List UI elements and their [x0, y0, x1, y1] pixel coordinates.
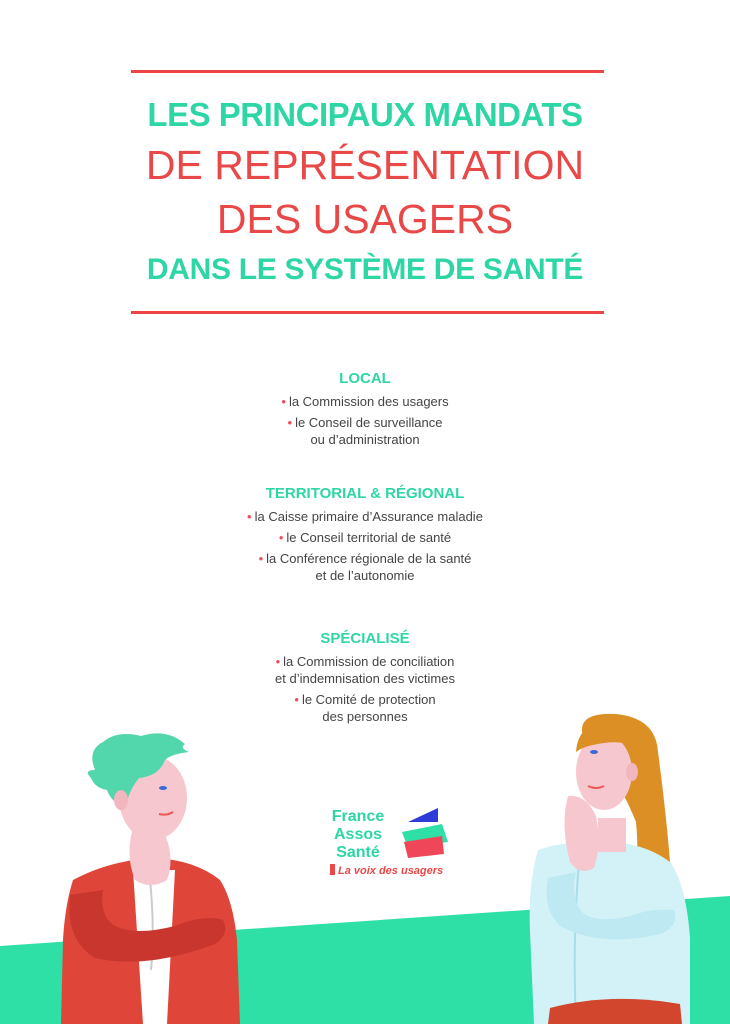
bullet-icon: • [281, 394, 286, 409]
logo-wordmark [322, 808, 394, 862]
item-text: la Commission de conciliation [283, 654, 455, 669]
bullet-icon: • [247, 509, 252, 524]
title-line-2: DE REPRÉSENTATION [145, 142, 585, 188]
item-text: la Conférence régionale de la santé [266, 551, 472, 566]
list-item [0, 393, 730, 410]
bullet-icon: • [258, 551, 264, 566]
item-text: et de l’autonomie [315, 568, 415, 583]
bullet-icon: • [294, 692, 299, 707]
top-divider [131, 70, 604, 73]
logo-line: France [331, 808, 385, 825]
tagline-mark [330, 864, 335, 875]
logo-line: Assos [333, 826, 383, 843]
list-item [0, 508, 730, 525]
bullet-icon: • [278, 530, 284, 545]
logo-tagline [330, 864, 443, 877]
bullet-icon: • [287, 415, 293, 430]
title-line-3: DES USAGERS [216, 196, 514, 242]
section-heading: TERRITORIAL & RÉGIONAL [265, 485, 465, 502]
section-heading: SPÉCIALISÉ [320, 630, 410, 647]
man-thinking-illustration [55, 730, 255, 1024]
logo-line: Santé [336, 844, 380, 861]
title-line-1: LES PRINCIPAUX MANDATS [147, 96, 583, 133]
item-text: ou d’administration [310, 432, 420, 447]
tagline-text: La voix des usagers [338, 865, 444, 877]
list-item [0, 414, 730, 448]
woman-thinking-illustration [520, 712, 700, 1024]
section-territorial [0, 485, 730, 588]
item-text: des personnes [322, 709, 408, 724]
section-heading: LOCAL [339, 370, 391, 387]
france-assos-sante-logo [322, 808, 452, 882]
item-text: le Conseil de surveillance [295, 415, 443, 430]
list-item [0, 653, 730, 687]
item-text: le Conseil territorial de santé [286, 530, 452, 545]
bullet-icon: • [275, 654, 281, 669]
bottom-divider [131, 311, 604, 314]
item-text: et d’indemnisation des victimes [275, 671, 455, 686]
item-text: la Caisse primaire d’Assurance maladie [254, 509, 483, 524]
list-item [0, 529, 730, 546]
section-local [0, 370, 730, 452]
item-text: la Commission des usagers [288, 394, 449, 409]
list-item [0, 550, 730, 584]
logo-flags-icon [402, 808, 450, 860]
title-line-4: DANS LE SYSTÈME DE SANTÉ [146, 253, 584, 286]
item-text: le Comité de protection [301, 692, 436, 707]
